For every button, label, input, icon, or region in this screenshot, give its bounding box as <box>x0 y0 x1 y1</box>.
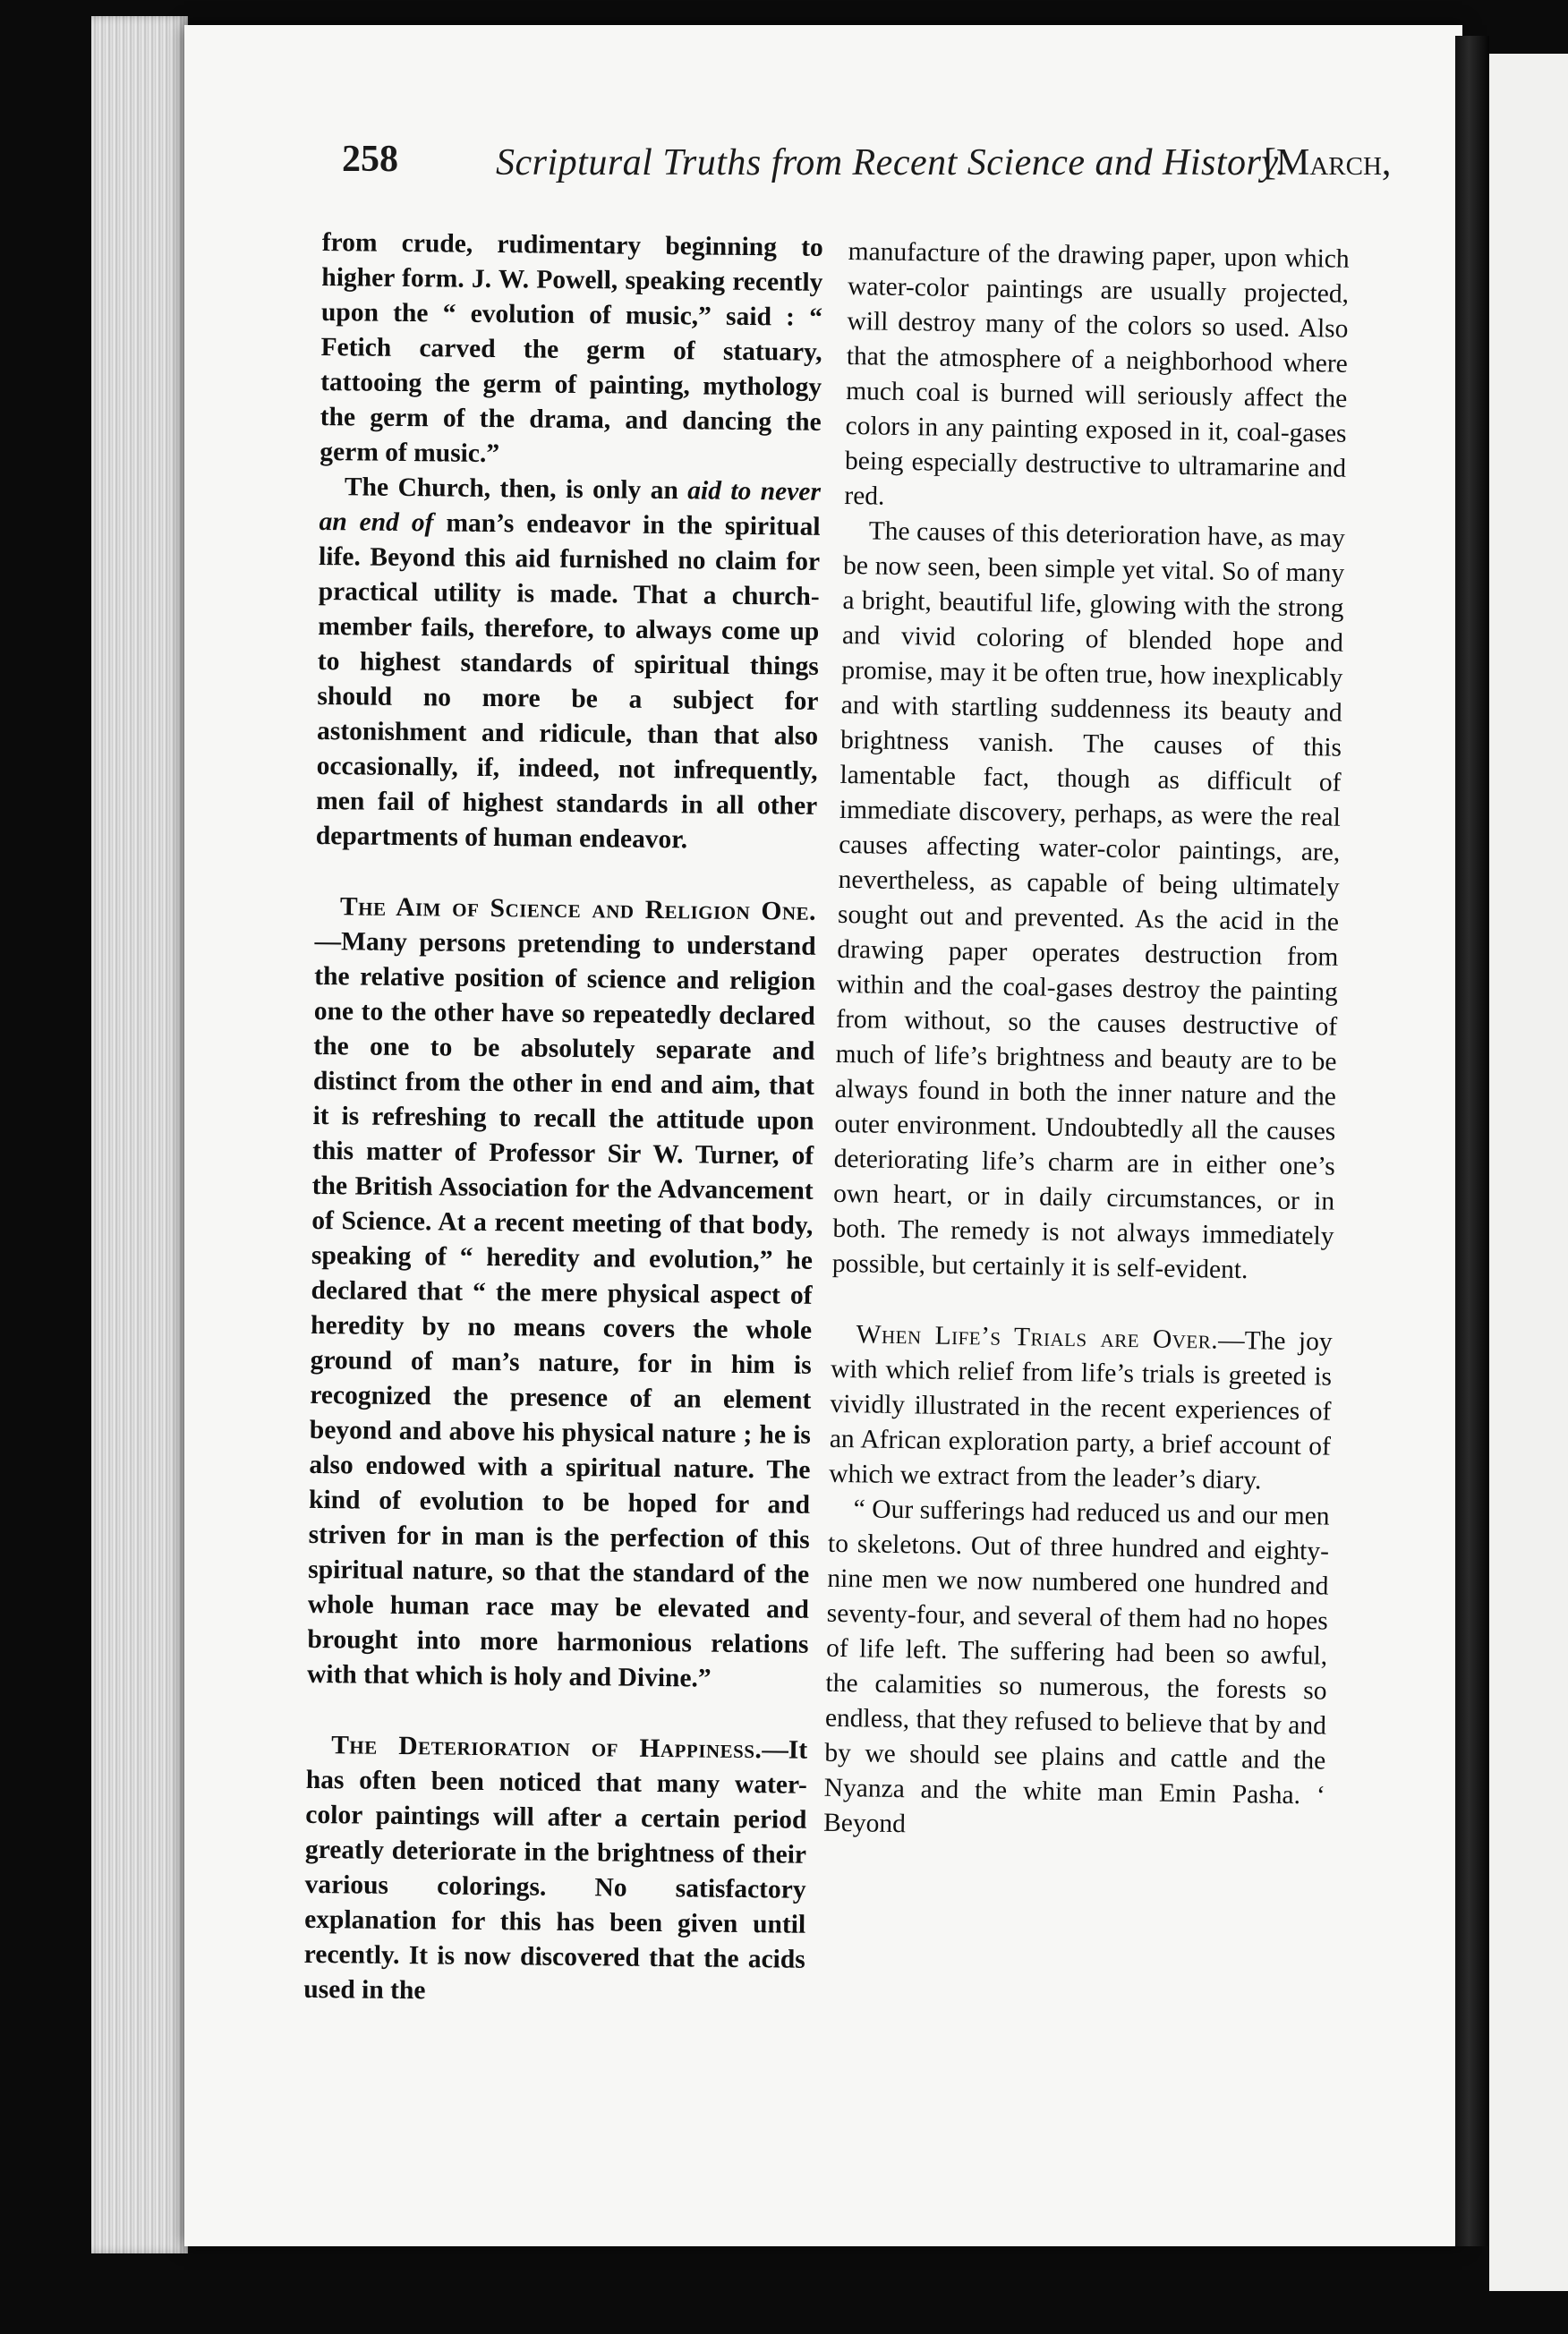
section-heading: The Aim of Science and Religion One. <box>339 892 817 926</box>
section-heading: When Life’s Trials are Over. <box>856 1320 1219 1355</box>
book-page-edges <box>91 16 188 2253</box>
text-run: —Many persons pretending to understand the relative position of science and religion one to the other have so repeatedly declared the one to be absolutely separate and distinct from the other in end and aim, that it is refreshing to recall the attitude upon this matter of Professor Sir W. Turner, of the British Association for the Advancement of Science. At a recent meeting of that body, speaking of “ heredity and evolution,” he declared that “ the mere physical aspect of heredity by no means covers the whole ground of man’s nature, for in him is recognized the presence of an element beyond and above his physical nature ; he is also endowed with a spiritual nature. The kind of evolution to be hoped for and striven for in man is the perfection of this spiritual nature, so that the standard of the whole human race may be elevated and brought into more harmonious relations with that which is holy and Divine.” <box>306 926 816 1693</box>
section-paragraph <box>829 1317 1333 1500</box>
facing-page-edge <box>1489 54 1568 2291</box>
paragraph: from crude, rudimentary beginning to higher form. J. W. Powell, speaking recently upon the “ evolution of music,” said : “ Fetich carved the germ of statuary, tattooing the germ of painting, mythology the germ of the drama, and dancing the germ of music.” <box>320 227 823 469</box>
text-run: —It has often been noticed that many water-color paintings will after a certain period greatly deteriorate in the brightness of their various colorings. No satisfactory explanation for this has been given until recently. It is now discovered that the acids used in the <box>303 1735 808 2006</box>
text-run: man’s endeavor in the spiritual life. Beyond this aid furnished no claim for practical utility is made. That a church-member fails, therefore, to always come up to highest standards of spiritual things should no more be a subject for astonishment and ridicule, than that also occasionally, if, indeed, not infrequently, men fail of highest standards in all other departments of human endeavor. <box>315 508 821 855</box>
page-number: 258 <box>342 139 398 180</box>
paragraph: The causes of this deterioration have, as may be now seen, been simple yet vital. So of many a bright, beautiful life, glowing with the strong and vivid coloring of blended hope and promise, may it be often true, how inexplicably and with startling suddenness its beauty and brightness vanish. The causes of this lamentable fact, though as difficult of immediate discovery, perhaps, as were the real causes affecting water-color paintings, are, nevertheless, as capable of being ultimately sought out and prevented. As the acid in the drawing paper operates destruction from within and the coal-gases destroy the painting from without, so the causes destructive of much of life’s brightness and beauty are to be always found in both the inner nature and the outer environment. Undoubtedly all the causes deteriorating life’s charm are in either one’s own heart, or in daily circumstances, or in both. The remedy is not always immediately possible, but certainly it is self-evident. <box>831 516 1345 1285</box>
paragraph <box>316 470 821 859</box>
paragraph: manufacture of the drawing paper, upon which water-color paintings are usually projected, will destroy many of the colors so used. Also that the atmosphere of a neighborhood where much coal is burned will seriously affect the colors in any painting exposed in it, coal-gases being especially destructive to ultramarine and red. <box>844 236 1350 511</box>
italic-text: aid to never an end of <box>319 476 822 538</box>
book-gutter <box>1455 36 1489 2246</box>
right-column <box>823 234 1350 1849</box>
section-paragraph <box>303 1728 807 2013</box>
text-run: —The joy with which relief from life’s trials is greeted is vividly illustrated in the recent experiences of an African exploration party, a brief account of which we extract from the leader’s diary. <box>828 1325 1333 1495</box>
running-month: [March, <box>1264 142 1392 183</box>
left-column <box>303 226 823 2013</box>
section-heading: The Deterioration of Happiness. <box>331 1731 763 1765</box>
section-paragraph <box>307 890 816 1698</box>
running-head <box>342 134 1443 197</box>
running-title: Scriptural Truths from Recent Science and History. <box>496 142 1287 183</box>
paragraph: “ Our sufferings had reduced us and our men to skeletons. Out of three hundred and eighty-nine men we now numbered one hundred and seventy-four, and several of them had no hopes of life left. The suffering had been so awful, the calamities so numerous, the forests so endless, that they refused to believe that by and by we should see plains and cattle and the Nyanza and the white man Emin Pasha. ‘ Beyond <box>822 1495 1330 1839</box>
text-run: The Church, then, is only an <box>344 473 688 506</box>
